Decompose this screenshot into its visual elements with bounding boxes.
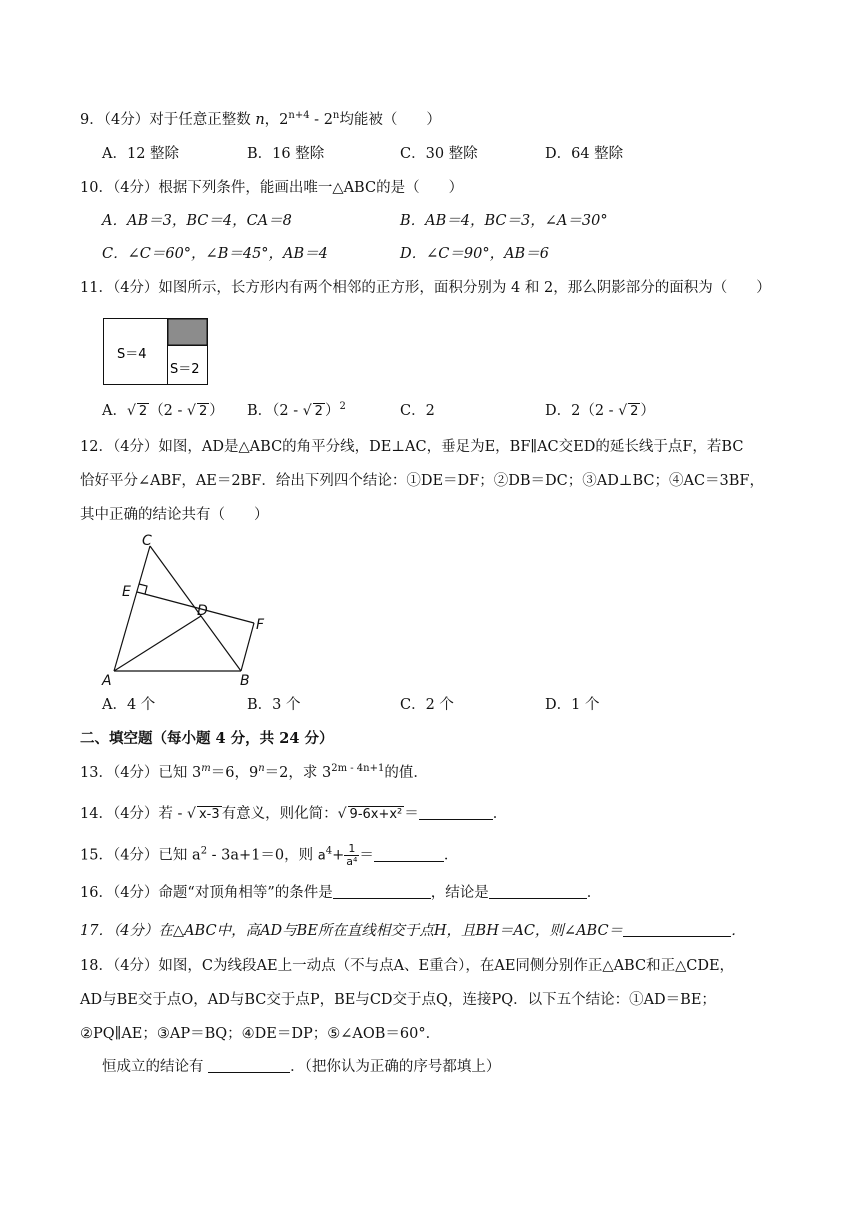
q10-stem: 10．（4分）根据下列条件，能画出唯一△ABC的是（ ）: [80, 180, 464, 196]
q15-fraction: [344, 843, 359, 868]
q11-d-end: ）: [640, 403, 655, 419]
q15-b: - 3a+1＝0，则: [207, 847, 318, 864]
q18-line4-b: ．（把你认为正确的序号都填上）: [290, 1059, 501, 1075]
q12-side-bc: [150, 546, 241, 671]
q13-d: 的值．: [384, 765, 428, 781]
q9-stem: [80, 110, 441, 130]
q14-b: 有意义，则化简：: [221, 806, 338, 822]
q12-figure: [98, 530, 288, 690]
q12-option-c: C．2 个: [400, 697, 454, 713]
q12-label-f: F: [256, 617, 265, 633]
q13-c: ＝2，求 3: [264, 765, 332, 781]
q12-option-d: D．1 个: [545, 697, 600, 713]
q11-d-prefix: D．2（2 -: [545, 403, 619, 419]
q12-label-e: E: [122, 584, 131, 600]
q15-exp2: 4: [325, 845, 333, 857]
q17-b: ．: [731, 923, 746, 939]
q11-option-c: C．2: [400, 403, 435, 419]
q9-expr-b: - 2: [309, 112, 333, 128]
q9-option-b: B．16 整除: [247, 146, 325, 162]
q11-a-rad1: 2: [138, 404, 148, 419]
q11-b-prefix: B．（2 -: [247, 403, 303, 419]
q12-line-ef: [137, 592, 254, 623]
q9-expr-a: ，2: [264, 112, 289, 128]
q16-condition-blank[interactable]: [333, 884, 431, 899]
q10-option-d: D．∠C＝90°，AB＝6: [400, 246, 549, 262]
q15-d: ．: [443, 847, 459, 864]
q16-conclusion-blank[interactable]: [489, 884, 587, 899]
q13-b: ＝6，9: [210, 765, 259, 781]
q15-numerator: 1: [344, 843, 359, 856]
q11-a-end: ）: [209, 403, 224, 419]
q16: [80, 883, 601, 903]
q12-option-b: B．3 个: [247, 697, 301, 713]
q11-option-d: D．2（2 - √ 2 ）: [545, 403, 655, 419]
q9-stem-text: 9．（4分）对于任意正整数: [80, 112, 251, 128]
q12-label-b: B: [240, 673, 250, 689]
q15: [80, 843, 458, 868]
q13-exp2: n: [258, 763, 265, 774]
q18-line3: ②PQ∥AE；③AP＝BQ；④DE＝DP；⑤∠AOB＝60°．: [80, 1026, 441, 1042]
q11-b-rad: 2: [314, 404, 323, 419]
q11-d-rad: 2: [630, 404, 639, 419]
q14-d: ．: [492, 806, 508, 822]
q12-label-c: C: [142, 533, 152, 549]
q11-label-small: S＝2: [170, 362, 200, 377]
q9-option-a: A．12 整除: [102, 146, 180, 162]
q11-stem: 11．（4分）如图所示，长方形内有两个相邻的正方形，面积分别为 4 和 2，那么阴影部分的面积为（ ）: [80, 280, 771, 296]
q9-exp1: n+4: [288, 110, 310, 121]
section-title-fill-in: 二、填空题（每小题 4 分，共 24 分）: [80, 730, 334, 747]
q18-line1: 18．（4分）如图，C为线段AE上一动点（不与点A、E重合），在AE同侧分别作正△ABC和正△CDE，: [80, 958, 735, 974]
q14-a: 14．（4分）若 -: [80, 806, 188, 822]
q16-a: 16．（4分）命题“对顶角相等”的条件是: [80, 885, 333, 901]
q16-c: ．: [586, 885, 602, 901]
q9-var-n: n: [255, 112, 265, 128]
q14-answer-blank[interactable]: [419, 805, 493, 820]
q15-answer-blank[interactable]: [374, 847, 444, 862]
q10-option-a: A．AB＝3，BC＝4，CA＝8: [102, 213, 292, 229]
q15-a: 15．（4分）已知 a: [80, 847, 201, 864]
q15-exp1: 2: [200, 845, 208, 857]
q12-label-a: A: [102, 673, 112, 689]
q12-line2: 恰好平分∠ABF，AE＝2BF．给出下列四个结论：①DE＝DF；②DB＝DC；③AD⊥BC；④AC＝3BF，: [80, 473, 764, 489]
q11-b-end: ）: [324, 403, 340, 419]
q15-denominator: a⁴: [346, 855, 358, 868]
q14: 14．（4分）若 - √ x-3 有意义，则化简：√ 9-6x+x² ＝ ．: [80, 806, 508, 822]
q9-exp2: n: [332, 110, 340, 121]
q13: [80, 763, 428, 783]
q11-option-b: B．（2 - √ 2 ）$^2$: [247, 401, 346, 419]
q12-line1: 12．（4分）如图，AD是△ABC的角平分线，DE⊥AC，垂足为E，BF∥AC交ED的延长线于点F，若BC: [80, 439, 744, 455]
q18-line2: AD与BE交于点O，AD与BC交于点P，BE与CD交于点Q，连接PQ．以下五个结论：①AD＝BE；: [80, 992, 716, 1008]
q15-c: ＝: [359, 847, 374, 864]
q15-plus: +: [332, 847, 345, 864]
q13-exp1: m: [201, 763, 211, 774]
q11-option-a: A．√ 2 （2 - √ 2 ）: [102, 403, 224, 419]
q17: [80, 921, 746, 941]
q16-b: ，结论是: [430, 885, 489, 901]
q14-c: ＝: [404, 806, 419, 822]
q9-option-c: C．30 整除: [400, 146, 478, 162]
q11-shaded-region: [168, 319, 207, 345]
q11-figure: [103, 318, 209, 386]
q11-label-big: S＝4: [117, 347, 147, 362]
q18-answer-blank[interactable]: [208, 1058, 290, 1073]
q18-line4-a: 恒成立的结论有: [102, 1059, 209, 1075]
q14-radicand2: 9-6x+x²: [349, 807, 403, 822]
q12-label-d: D: [197, 603, 208, 619]
q11-a-mid: （2 -: [149, 403, 188, 419]
q10-option-b: B．AB＝4，BC＝3，∠A＝30°: [400, 213, 608, 229]
q13-exp3: 2m - 4n+1: [331, 763, 385, 774]
q12-segment-bf: [241, 623, 254, 671]
q9-option-d: D．64 整除: [545, 146, 624, 162]
q12-option-a: A．4 个: [102, 697, 156, 713]
q11-b-exp: 2: [339, 401, 346, 412]
q12-line3: 其中正确的结论共有（ ）: [80, 507, 269, 523]
q17-a: 17．（4分）在△ABC中，高AD与BE所在直线相交于点H，且BH＝AC，则∠ABC＝: [80, 923, 624, 939]
q10-option-c: C．∠C＝60°，∠B＝45°，AB＝4: [102, 246, 328, 262]
q15-base: a: [317, 848, 326, 864]
q18-line4: [102, 1057, 500, 1077]
q14-radicand1: x-3: [198, 807, 220, 822]
q9-stem-end: 均能被（ ）: [339, 112, 441, 128]
q17-answer-blank[interactable]: [623, 922, 731, 937]
q13-a: 13．（4分）已知 3: [80, 765, 202, 781]
q11-a-prefix: A．: [102, 403, 127, 419]
q11-a-rad2: 2: [198, 404, 208, 419]
